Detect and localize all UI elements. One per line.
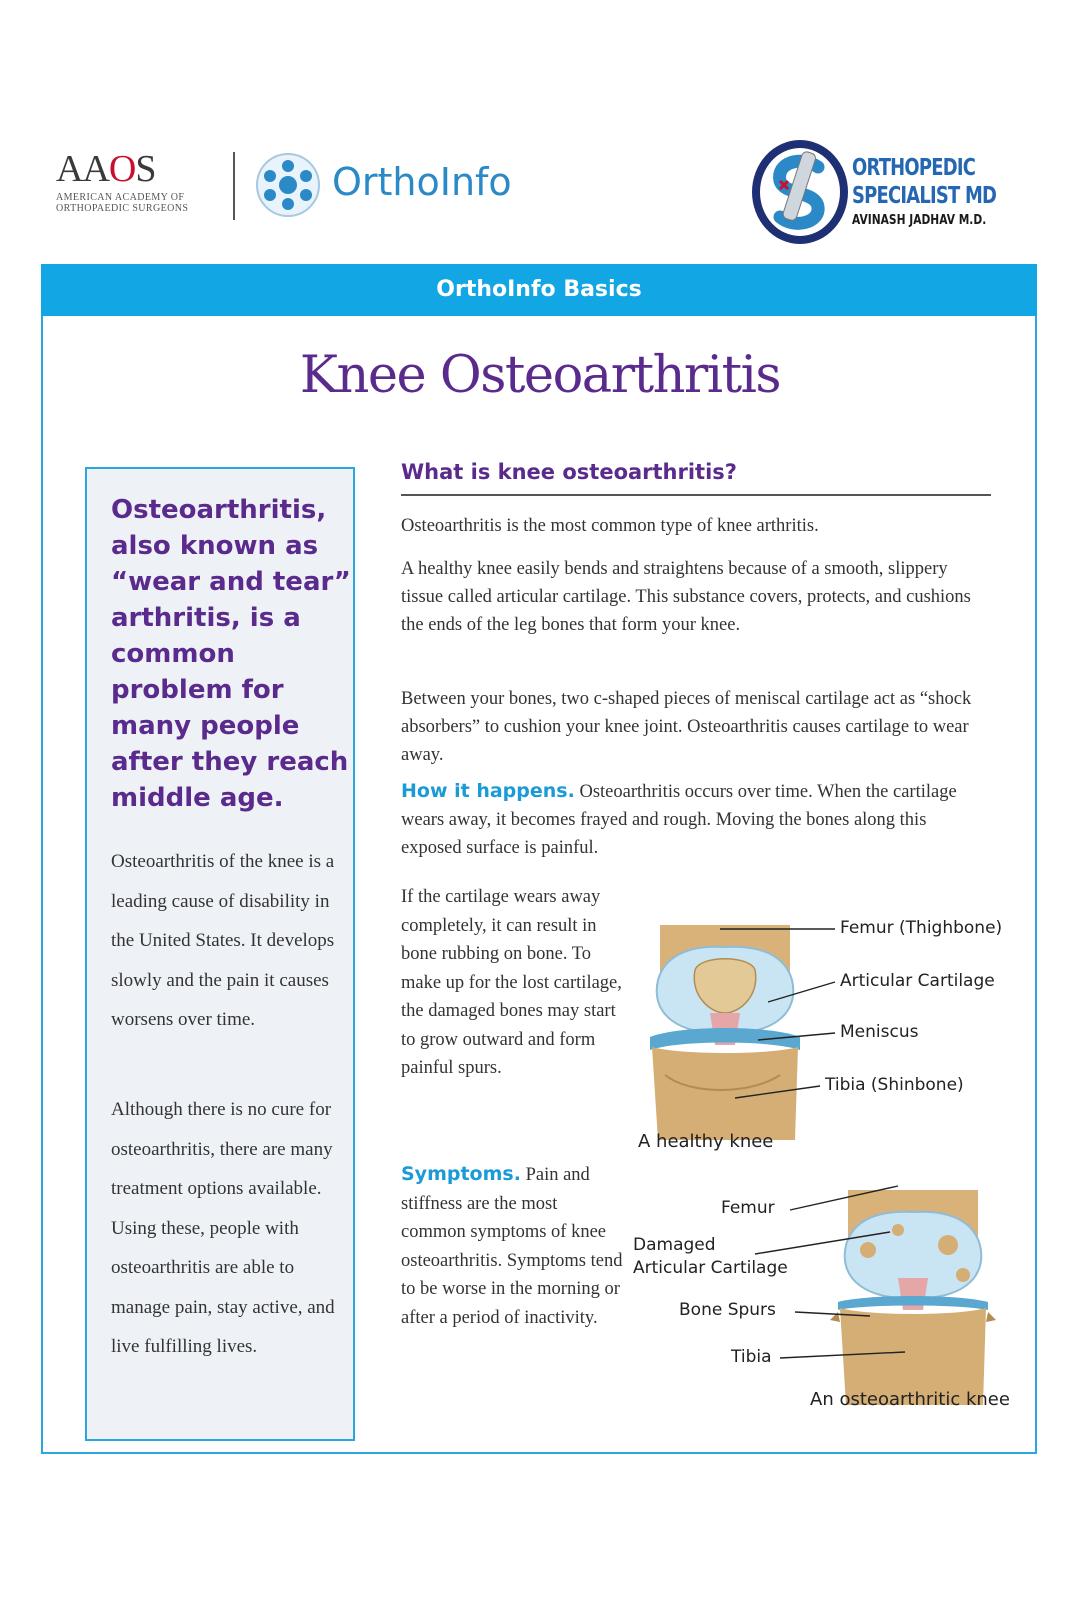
section-divider: [401, 494, 991, 496]
orthoinfo-globe-icon: [255, 152, 321, 218]
orthopedic-specialist-badge-icon: [750, 137, 850, 247]
caption-osteoarthritic-knee: An osteoarthritic knee: [810, 1389, 1010, 1410]
section-banner: OrthoInfo Basics: [41, 264, 1037, 316]
body-paragraph: If the cartilage wears away completely, it can result in bone rubbing on bone. To make up for the lost cartilage, the damaged bones may start to grow outward and form painful spurs.: [401, 887, 622, 1078]
how-it-happens-paragraph: How it happens. Osteoarthritis occurs over time. When the cartilage wears away, it becomes frayed and rough. Moving the bones along this exposed surface is painful.: [401, 780, 957, 858]
aaos-wordmark: AAOS: [56, 148, 156, 190]
label-damaged-articular-cartilage: Articular Cartilage: [633, 1258, 788, 1278]
sidebar-paragraph: Although there is no cure for osteoarthritis, there are many treatment options available. Using these, people with osteoarthritis are able to manage pain, stay active, and live fulfilling lives.: [111, 1099, 335, 1357]
sidebar-paragraph: Osteoarthritis of the knee is a leading cause of disability in the United States. It develops slowly and the pain it causes worsens over time.: [111, 851, 335, 1030]
label-bone-spurs: Bone Spurs: [679, 1300, 776, 1320]
partner-name-line1: ORTHOPEDIC: [852, 155, 976, 181]
caption-healthy-knee: A healthy knee: [638, 1131, 774, 1152]
logo-divider: [233, 152, 235, 220]
symptoms-paragraph: Symptoms. Pain and stiffness are the most common symptoms of knee osteoarthritis. Symptoms tend to be worse in the morning or after a period of inactivity.: [401, 1163, 623, 1328]
sidebar-pull-quote: Osteoarthritis, also known as “wear and tear” arthritis, is a common problem for many people after they reach middle age.: [111, 495, 351, 813]
section-heading: What is knee osteoarthritis?: [401, 460, 737, 484]
body-paragraph: Between your bones, two c-shaped pieces of meniscal cartilage act as “shock absorbers” to cushion your knee joint. Osteoarthritis causes cartilage to wear away.: [401, 689, 972, 765]
label-tibia-shinbone: Tibia (Shinbone): [825, 1075, 964, 1095]
label-damaged: Damaged: [633, 1235, 716, 1255]
osteoarthritic-knee-illustration: [828, 1190, 998, 1405]
label-femur: Femur: [721, 1198, 775, 1218]
aaos-logo: [56, 150, 216, 214]
body-paragraph: A healthy knee easily bends and straightens because of a smooth, slippery tissue called articular cartilage. This substance covers, protects, and cushions the ends of the leg bones that form your knee.: [401, 559, 971, 635]
how-it-happens-lead: How it happens.: [401, 780, 575, 802]
label-femur-thighbone: Femur (Thighbone): [840, 918, 1003, 938]
aaos-subtitle: AMERICAN ACADEMY OF ORTHOPAEDIC SURGEONS: [56, 192, 189, 214]
body-paragraph: Osteoarthritis is the most common type of knee arthritis.: [401, 516, 819, 536]
partner-name-line2: SPECIALIST MD: [852, 183, 997, 209]
healthy-knee-illustration: [640, 925, 810, 1140]
symptoms-lead: Symptoms.: [401, 1163, 521, 1185]
orthoinfo-logo-text: OrthoInfo: [332, 160, 512, 204]
label-articular-cartilage: Articular Cartilage: [840, 971, 995, 991]
partner-doctor-name: AVINASH JADHAV M.D.: [852, 213, 987, 228]
page-title: Knee Osteoarthritis: [299, 346, 781, 405]
label-tibia: Tibia: [731, 1347, 772, 1367]
label-meniscus: Meniscus: [840, 1022, 919, 1042]
